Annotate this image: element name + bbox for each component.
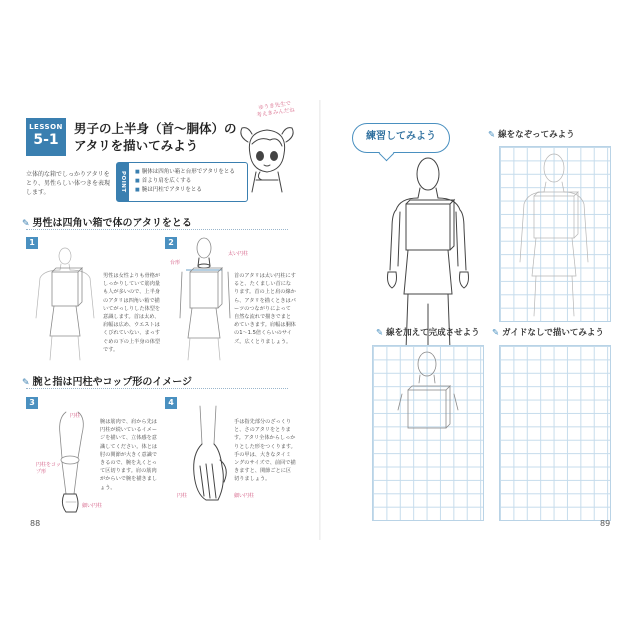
point-item: ■ 腕は円柱でアタリをとる [135,186,235,195]
pencil-icon: ✎ [492,328,500,338]
point-list [135,168,235,195]
exercise-label-trace [488,128,575,140]
character-bubble-note: ゆうき先生で 考えきみんだね [256,100,296,119]
section-heading-2-text: 腕と指は円柱やコップ形のイメージ [32,377,193,388]
lesson-badge [26,118,66,156]
step-number-3: 3 [26,397,38,409]
step2-caption: 首のアタリは太い円柱にすると、たくましい首になります。首の上と肩の線から、アタリを描くときはパーツのつながりによって自然な流れで描きでまとめていきます。肩幅は胴体の1～1.5倍くらいのサイズ。広くとりましょう。 [234,273,296,345]
point-tag: POINT [117,163,129,201]
exercise-label-complete-text: 線を加えて完成させよう [386,328,480,338]
step-number-4: 4 [165,397,177,409]
point-item: ■ 首より肩を広くする [135,177,235,186]
step3-caption: 腕は筋肉で、肩から先は円柱が続いているイメージを描いて、立体感を意識してください。体とは肘の関節が大きく意識できるので、腕を丸くとって区切ります。肩の筋肉がからいで腕を描きましょう。 [100,419,158,491]
practice-grid-freehand[interactable] [499,345,611,521]
pencil-icon: ✎ [22,219,30,229]
step4-hand-sketch [186,404,236,514]
exercise-label-freehand [492,326,604,338]
step2-torso-sketch [176,238,236,360]
label-thin-cylinder-arm: 細い円柱 [82,503,103,509]
label-thin-cylinder-hand: 細い円柱 [234,493,255,499]
exercise-label-freehand-text: ガイドなしで描いてみよう [502,328,604,338]
step4-caption: 手は指先部分のざっくりと、さのアタリをとります。アタリ全体からしっかりとした形をつくります。手の甲は、大きなタイミングのサイズで、前回で描きますと、関節ごとに区切りましょう。 [234,419,296,483]
practice-bubble: 練習してみよう [352,123,450,153]
step1-caption: 男性は女性よりも骨格がしっかりしていて筋肉量も人が多いので、上半身のアタリは四角い箱で描いてがっしりした体型を意識します。首は太め、肩幅は広め、ウエストはくびれていない、まっすぐめの下の上半身の体型です。 [103,273,161,353]
lesson-title-line1: 男子の上半身（首～胴体）の [74,121,237,136]
section-heading-2 [22,373,192,388]
lesson-label: LESSON [29,123,63,131]
lesson-title-line2: アタリを描いてみよう [74,138,199,153]
section-divider [26,388,288,389]
trace-figure-sketch [506,152,602,316]
section-heading-1 [22,214,192,229]
step-number-1: 1 [26,237,38,249]
step-number-2: 2 [165,237,177,249]
pencil-icon: ✎ [22,378,30,388]
point-item: ■ 胴体は四角い箱と台形でアタリをとる [135,168,235,177]
exercise-label-complete [376,326,480,338]
reference-figure-sketch [378,154,478,350]
label-trapezoid: 台形 [170,260,181,266]
page-number-right: 89 [600,519,611,528]
complete-figure-sketch [382,350,472,440]
intro-text: 立体的な箱でしっかりアタリをとり、男性らしい体つきを表現します。 [26,171,111,196]
label-cup-shape: 円柱をコップ形 [36,462,61,475]
step3-arm-sketch [56,408,92,514]
pencil-icon: ✎ [376,328,384,338]
page-number-left: 88 [30,519,41,528]
pencil-icon: ✎ [488,130,496,140]
label-thick-cylinder: 太い円柱 [228,251,249,257]
lesson-number: 5-1 [33,132,59,148]
label-cylinder-hand: 円柱 [177,493,188,499]
section-heading-1-text: 男性は四角い箱で体のアタリをとる [32,218,192,229]
step1-torso-sketch [30,248,100,360]
point-box [116,162,248,202]
section-divider [26,229,288,230]
exercise-label-trace-text: 線をなぞってみよう [498,130,575,140]
lesson-title [74,120,254,154]
label-cylinder-arm: 円柱 [70,413,81,419]
